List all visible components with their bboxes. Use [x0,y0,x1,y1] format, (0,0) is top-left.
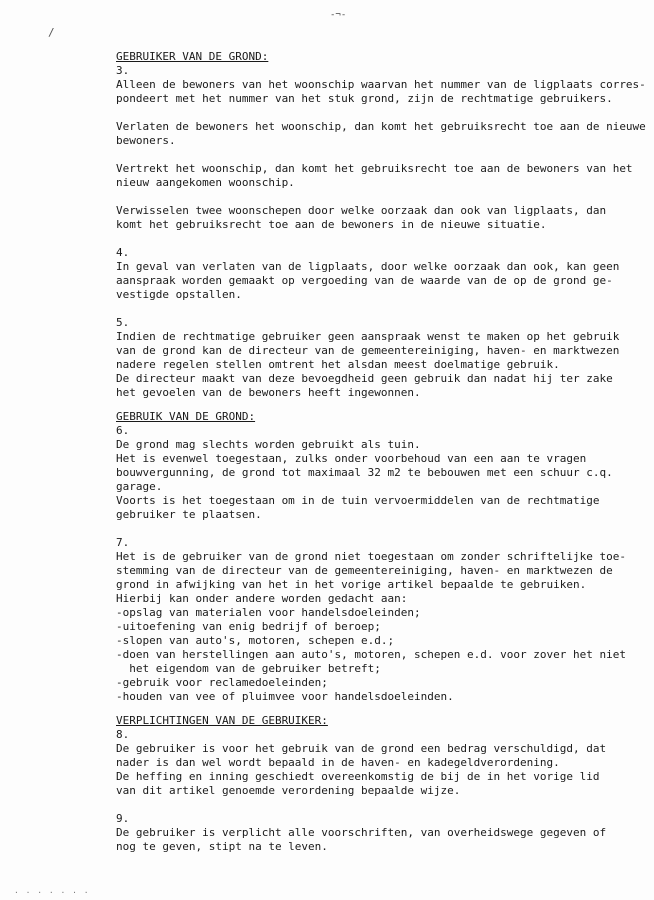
text-line: De heffing en inning geschiedt overeenkomstig de bij de in het vorige lid [116,770,600,783]
text-line: De gebruiker is verplicht alle voorschriften, van overheidswege gegeven of [116,826,607,839]
list-item: -opslag van materialen voor handelsdoeleinden; [116,606,421,619]
text-line: nadere regelen stellen omtrent het alsdan meest doelmatige gebruik. [116,358,560,371]
list-item: het eigendom van de gebruiker betreft; [116,662,381,675]
text-line: Indien de rechtmatige gebruiker geen aanspraak wenst te maken op het gebruik [116,330,620,343]
document-body [116,50,646,854]
text-line: komt het gebruiksrecht toe aan de bewoners in de nieuwe situatie. [116,218,547,231]
text-line: van de grond kan de directeur van de gemeentereiniging, haven- en marktwezen [116,344,620,357]
list-item: -slopen van auto's, motoren, schepen e.d.; [116,634,395,647]
article-number: 3. [116,64,130,77]
text-line: vestigde opstallen. [116,288,242,301]
text-line: De directeur maakt van deze bevoegdheid geen gebruik dan nadat hij ter zake [116,372,613,385]
text-line: nog te geven, stipt na te leven. [116,840,328,853]
section-heading: GEBRUIKER VAN DE GROND: [116,50,269,63]
text-line: van dit artikel genoemde verordening bepaalde wijze. [116,784,461,797]
text-line: garage. [116,480,163,493]
text-line: bouwvergunning, de grond tot maximaal 32 m2 te bebouwen met een schuur c.q. [116,466,613,479]
section-heading: VERPLICHTINGEN VAN DE GEBRUIKER: [116,714,328,727]
text-line: pondeert met het nummer van het stuk grond, zijn de rechtmatige gebruikers. [116,92,613,105]
list-item: -uitoefening van enig bedrijf of beroep; [116,620,381,633]
article-number: 7. [116,536,130,549]
text-line: De gebruiker is voor het gebruik van de grond een bedrag verschuldigd, dat [116,742,607,755]
text-line: Voorts is het toegestaan om in de tuin vervoermiddelen van de rechtmatige [116,494,600,507]
page-top-mark: -¬- [330,10,347,20]
list-item: -gebruik voor reclamedoeleinden; [116,676,328,689]
text-line: gebruiker te plaatsen. [116,508,262,521]
text-line: Hierbij kan onder andere worden gedacht aan: [116,592,408,605]
article-number: 6. [116,424,130,437]
section-heading: GEBRUIK VAN DE GROND: [116,410,256,423]
text-line: bewoners. [116,134,176,147]
article-number: 9. [116,812,130,825]
text-line: Het is de gebruiker van de grond niet toegestaan om zonder schriftelijke toe- [116,550,626,563]
text-line: De grond mag slechts worden gebruikt als tuin. [116,438,421,451]
list-item: -houden van vee of pluimvee voor handelsdoeleinden. [116,690,454,703]
text-line: nader is dan wel wordt bepaald in de haven- en kadegeldverordening. [116,756,560,769]
article-number: 5. [116,316,130,329]
text-line: Vertrekt het woonschip, dan komt het gebruiksrecht toe aan de bewoners van het [116,162,633,175]
list-item: -doen van herstellingen aan auto's, motoren, schepen e.d. voor zover het niet [116,648,626,661]
text-line: Alleen de bewoners van het woonschip waarvan het nummer van de ligplaats corres- [116,78,646,91]
scan-artifact: · · · · · · · [14,888,90,897]
margin-mark: / [48,26,55,39]
text-line: Verwisselen twee woonschepen door welke oorzaak dan ook van ligplaats, dan [116,204,607,217]
article-number: 4. [116,246,130,259]
text-line: Verlaten de bewoners het woonschip, dan komt het gebruiksrecht toe aan de nieuwe [116,120,646,133]
text-line: nieuw aangekomen woonschip. [116,176,295,189]
article-number: 8. [116,728,130,741]
text-line: stemming van de directeur van de gemeentereiniging, haven- en marktwezen de [116,564,613,577]
text-line: grond in afwijking van het in het vorige artikel bepaalde te gebruiken. [116,578,587,591]
text-line: het gevoelen van de bewoners heeft ingewonnen. [116,386,421,399]
text-line: aanspraak worden gemaakt op vergoeding van de waarde van de op de grond ge- [116,274,613,287]
text-line: Het is evenwel toegestaan, zulks onder voorbehoud van een aan te vragen [116,452,587,465]
text-line: In geval van verlaten van de ligplaats, door welke oorzaak dan ook, kan geen [116,260,620,273]
